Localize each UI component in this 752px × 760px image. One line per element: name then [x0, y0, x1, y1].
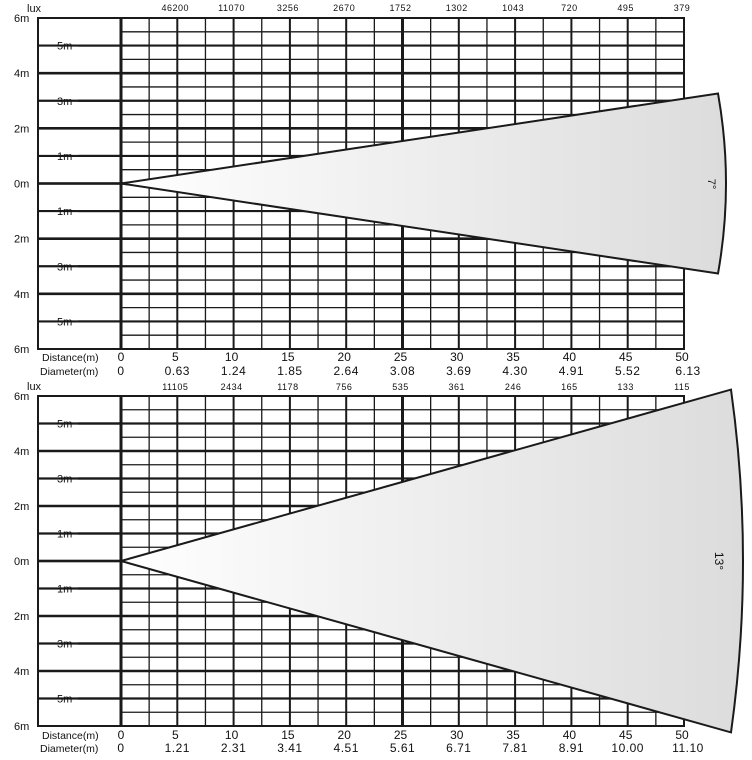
- distance-value: 35: [506, 350, 520, 364]
- lux-value: 2670: [333, 3, 356, 13]
- diameter-value: 1.24: [220, 364, 247, 378]
- beam-cone: [121, 390, 743, 733]
- y-axis-inner-label: 1m: [57, 583, 73, 596]
- distance-value: 20: [337, 728, 351, 742]
- distance-value: 50: [675, 728, 689, 742]
- diameter-value: 1.21: [164, 741, 190, 755]
- distance-value: 40: [562, 728, 577, 742]
- beam-angle-label: 13°: [712, 551, 726, 571]
- y-axis-label: 4m: [14, 68, 30, 81]
- distance-value: 25: [393, 350, 408, 364]
- diameter-value: 3.69: [446, 364, 472, 378]
- diameter-value: 10.00: [611, 741, 644, 755]
- lux-value: 165: [561, 382, 578, 392]
- diameter-value: 8.91: [558, 741, 585, 755]
- y-axis-label: 2m: [14, 123, 30, 136]
- lux-value: 11070: [218, 3, 246, 13]
- distance-label: Distance(m): [42, 352, 99, 364]
- y-axis-label: 2m: [14, 233, 30, 246]
- diameter-label: Diameter(m): [40, 743, 99, 755]
- diameter-value: 4.51: [333, 741, 359, 755]
- lux-value: 1302: [445, 3, 468, 13]
- y-axis-label: 0m: [14, 556, 30, 568]
- y-axis-inner-label: 3m: [57, 473, 73, 486]
- lux-value: 1178: [277, 382, 299, 392]
- beam-chart-13deg: [14, 381, 743, 755]
- y-axis-label: 4m: [14, 288, 30, 301]
- distance-value: 30: [450, 350, 464, 364]
- diameter-value: 5.61: [389, 741, 416, 755]
- lux-label: lux: [27, 3, 42, 15]
- distance-value: 25: [393, 728, 408, 742]
- diameter-value: 11.10: [672, 741, 704, 755]
- lux-value: 115: [674, 382, 690, 392]
- lux-value: 133: [617, 382, 634, 392]
- distance-value: 5: [171, 350, 179, 364]
- distance-value: 15: [281, 350, 295, 364]
- y-axis-inner-label: 3m: [57, 638, 73, 651]
- beam-angle-label: 7°: [705, 178, 717, 190]
- lux-value: 46200: [161, 3, 190, 13]
- diameter-label: Diameter(m): [40, 366, 99, 378]
- y-axis-label: 6m: [14, 391, 30, 403]
- distance-value: 0: [117, 350, 125, 364]
- y-axis-inner-label: 1m: [57, 150, 73, 163]
- diameter-value: 5.52: [615, 364, 641, 378]
- lux-value: 1752: [389, 3, 412, 13]
- distance-value: 10: [224, 350, 239, 364]
- y-axis-label: 6m: [14, 13, 30, 25]
- y-axis-inner-label: 5m: [57, 316, 73, 329]
- lux-value: 246: [504, 382, 522, 392]
- y-axis-inner-label: 3m: [57, 95, 73, 108]
- distance-value: 50: [675, 350, 689, 364]
- diameter-value: 0.63: [164, 364, 190, 378]
- lux-value: 2434: [220, 382, 243, 392]
- beam-cone: [121, 93, 726, 273]
- diameter-value: 4.30: [502, 364, 528, 378]
- lux-value: 3256: [276, 3, 299, 13]
- distance-value: 0: [117, 728, 125, 742]
- distance-value: 15: [281, 728, 295, 742]
- lux-value: 495: [617, 3, 634, 13]
- y-axis-label: 4m: [14, 446, 30, 458]
- diameter-value: 3.08: [389, 364, 416, 378]
- y-axis-inner-label: 5m: [57, 693, 73, 706]
- diameter-value: 2.31: [220, 741, 247, 755]
- distance-value: 30: [450, 728, 464, 742]
- lux-value: 379: [673, 3, 691, 13]
- distance-value: 45: [619, 728, 633, 742]
- lux-value: 756: [335, 382, 353, 392]
- lux-value: 11105: [162, 382, 189, 392]
- y-axis-label: 6m: [14, 344, 30, 356]
- lux-label: lux: [27, 381, 42, 393]
- distance-value: 35: [506, 728, 520, 742]
- distance-value: 45: [619, 350, 633, 364]
- diameter-value: 2.64: [333, 364, 359, 378]
- diameter-value: 0: [117, 741, 125, 755]
- diameter-value: 1.85: [277, 364, 303, 378]
- lux-value: 1043: [502, 3, 525, 13]
- y-axis-inner-label: 5m: [57, 418, 73, 431]
- y-axis-label: 2m: [14, 611, 30, 623]
- y-axis-label: 6m: [14, 721, 30, 733]
- diameter-value: 3.41: [277, 741, 303, 755]
- y-axis-label: 4m: [14, 666, 30, 678]
- diameter-value: 6.71: [446, 741, 472, 755]
- lux-value: 720: [561, 3, 578, 13]
- diameter-value: 0: [117, 364, 125, 378]
- diameter-value: 7.81: [502, 741, 528, 755]
- lux-value: 361: [448, 382, 466, 392]
- y-axis-inner-label: 1m: [57, 206, 73, 219]
- distance-value: 40: [562, 350, 577, 364]
- diameter-value: 4.91: [558, 364, 585, 378]
- diameter-value: 6.13: [675, 364, 701, 378]
- lux-value: 535: [392, 382, 409, 392]
- distance-value: 20: [337, 350, 351, 364]
- distance-label: Distance(m): [42, 730, 99, 742]
- y-axis-label: 2m: [14, 501, 30, 513]
- distance-value: 5: [171, 728, 179, 742]
- y-axis-inner-label: 3m: [57, 261, 73, 274]
- beam-chart-7deg: [14, 3, 726, 378]
- distance-value: 10: [224, 728, 239, 742]
- y-axis-inner-label: 1m: [57, 528, 73, 541]
- y-axis-inner-label: 5m: [57, 40, 73, 53]
- y-axis-label: 0m: [14, 178, 30, 191]
